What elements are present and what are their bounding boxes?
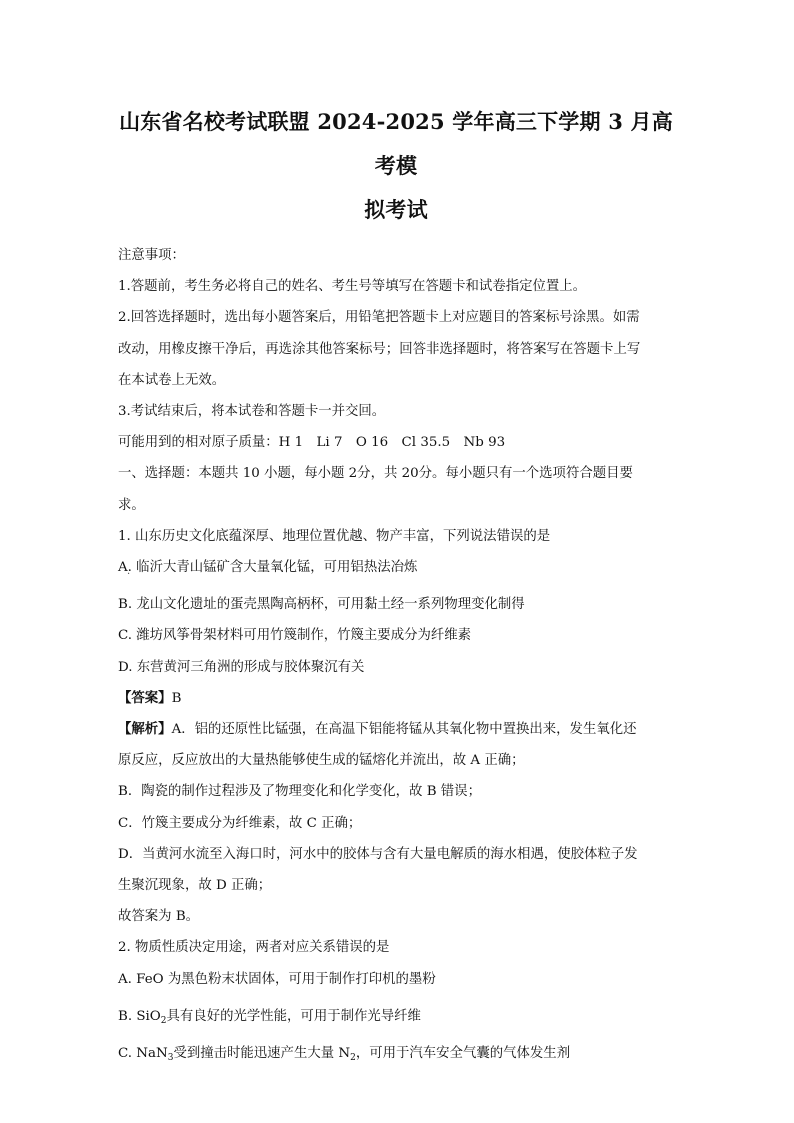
q2-option-c-prefix: C. NaN bbox=[118, 1046, 168, 1062]
exam-title bbox=[118, 0, 674, 232]
q1-analysis-b: B．陶瓷的制作过程涉及了物理变化和化学变化，故 B 错误； bbox=[118, 784, 481, 800]
q1-option-a: A. 临沂大青山锰矿含大量氧化锰，可用铝热法冶炼 bbox=[118, 560, 418, 576]
q1-option-b: B. 龙山文化遗址的蛋壳黑陶高柄杯，可用黏土经一系列物理变化制得 bbox=[118, 597, 525, 613]
notice-item-1: 1.答题前，考生务必将自己的姓名、考生号等填写在答题卡和试卷指定位置上。 bbox=[118, 279, 587, 295]
notice-item-2-line-1: 2.回答选择题时，选出每小题答案后，用铅笔把答题卡上对应题目的答案标号涂黑。如需 bbox=[118, 310, 640, 326]
q1-analysis-d-line-2: 生聚沉现象，故 D 正确； bbox=[118, 878, 272, 894]
q2-option-b-text: 具有良好的光学性能，可用于制作光导纤维 bbox=[166, 1008, 421, 1024]
notice-heading: 注意事项： bbox=[118, 248, 185, 263]
q2-option-c-subscript: 3 bbox=[167, 1053, 174, 1064]
q1-stem: 1. 山东历史文化底蕴深厚、地理位置优越、物产丰富，下列说法错误的是 bbox=[118, 528, 551, 544]
stray-mark bbox=[118, 583, 674, 589]
q1-answer-label: 【答案】 bbox=[118, 689, 172, 706]
notice-item-2-line-2: 改动，用橡皮擦干净后，再选涂其他答案标号；回答非选择题时，将答案写在答题卡上写 bbox=[118, 341, 641, 357]
section-1-heading-line-2: 求。 bbox=[118, 497, 145, 513]
q1-analysis-label: 【解析】 bbox=[118, 721, 172, 738]
q1-answer bbox=[118, 683, 674, 714]
q2-option-c bbox=[118, 1038, 674, 1069]
section-1-heading-line-1: 一、选择题：本题共 10 小题，每小题 2分，共 20分。每小题只有一个选项符合题目要 bbox=[118, 466, 633, 482]
q2-stem: 2. 物质性质决定用途，两者对应关系错误的是 bbox=[118, 940, 390, 956]
notice-item-2-line-3: 在本试卷上无效。 bbox=[118, 372, 226, 388]
q1-answer-value: B bbox=[171, 690, 182, 706]
notice-item-3: 3.考试结束后，将本试卷和答题卡一并交回。 bbox=[118, 404, 386, 420]
q1-conclusion: 故答案为 B。 bbox=[118, 909, 200, 925]
q1-analysis-a-text-1: A．铝的还原性比锰强，在高温下铝能将锰从其氧化物中置换出来，发生氧化还 bbox=[171, 722, 637, 738]
q1-analysis-d-line-1: D．当黄河水流至入海口时，河水中的胶体与含有大量电解质的海水相遇，使胶体粒子发 bbox=[118, 846, 638, 862]
q2-option-b-prefix: B. SiO bbox=[118, 1008, 161, 1024]
q1-analysis-a-line-1 bbox=[118, 714, 674, 745]
q1-option-c: C. 潍坊风筝骨架材料可用竹篾制作，竹篾主要成分为纤维素 bbox=[118, 628, 472, 644]
q2-option-b-subscript: 2 bbox=[160, 1015, 167, 1026]
exam-body bbox=[118, 240, 674, 1069]
q1-analysis-c: C．竹篾主要成分为纤维素，故 C 正确； bbox=[118, 815, 362, 831]
q2-option-a: A. FeO 为黑色粉末状固体，可用于制作打印机的墨粉 bbox=[118, 971, 436, 987]
q2-option-c-subscript-2: 2 bbox=[350, 1053, 356, 1064]
exam-title-line-1: 山东省名校考试联盟 2024-2025 学年高三下学期 3 月高考模 bbox=[119, 109, 673, 178]
q1-analysis-a-line-2: 原反应，反应放出的大量热能够使生成的锰熔化并流出，故 A 正确； bbox=[118, 753, 525, 769]
exam-title-line-2: 拟考试 bbox=[364, 197, 428, 222]
atomic-mass-list: 可能用到的相对原子质量：H 1 Li 7 O 16 Cl 35.5 Nb 93 bbox=[118, 435, 506, 451]
q2-option-c-middle: 受到撞击时能迅速产生大量 N bbox=[173, 1046, 351, 1062]
q2-option-c-text: ，可用于汽车安全气囊的气体发生剂 bbox=[355, 1046, 571, 1062]
q1-option-d: D. 东营黄河三角洲的形成与胶体聚沉有关 bbox=[118, 659, 365, 675]
q2-option-b bbox=[118, 1001, 674, 1032]
